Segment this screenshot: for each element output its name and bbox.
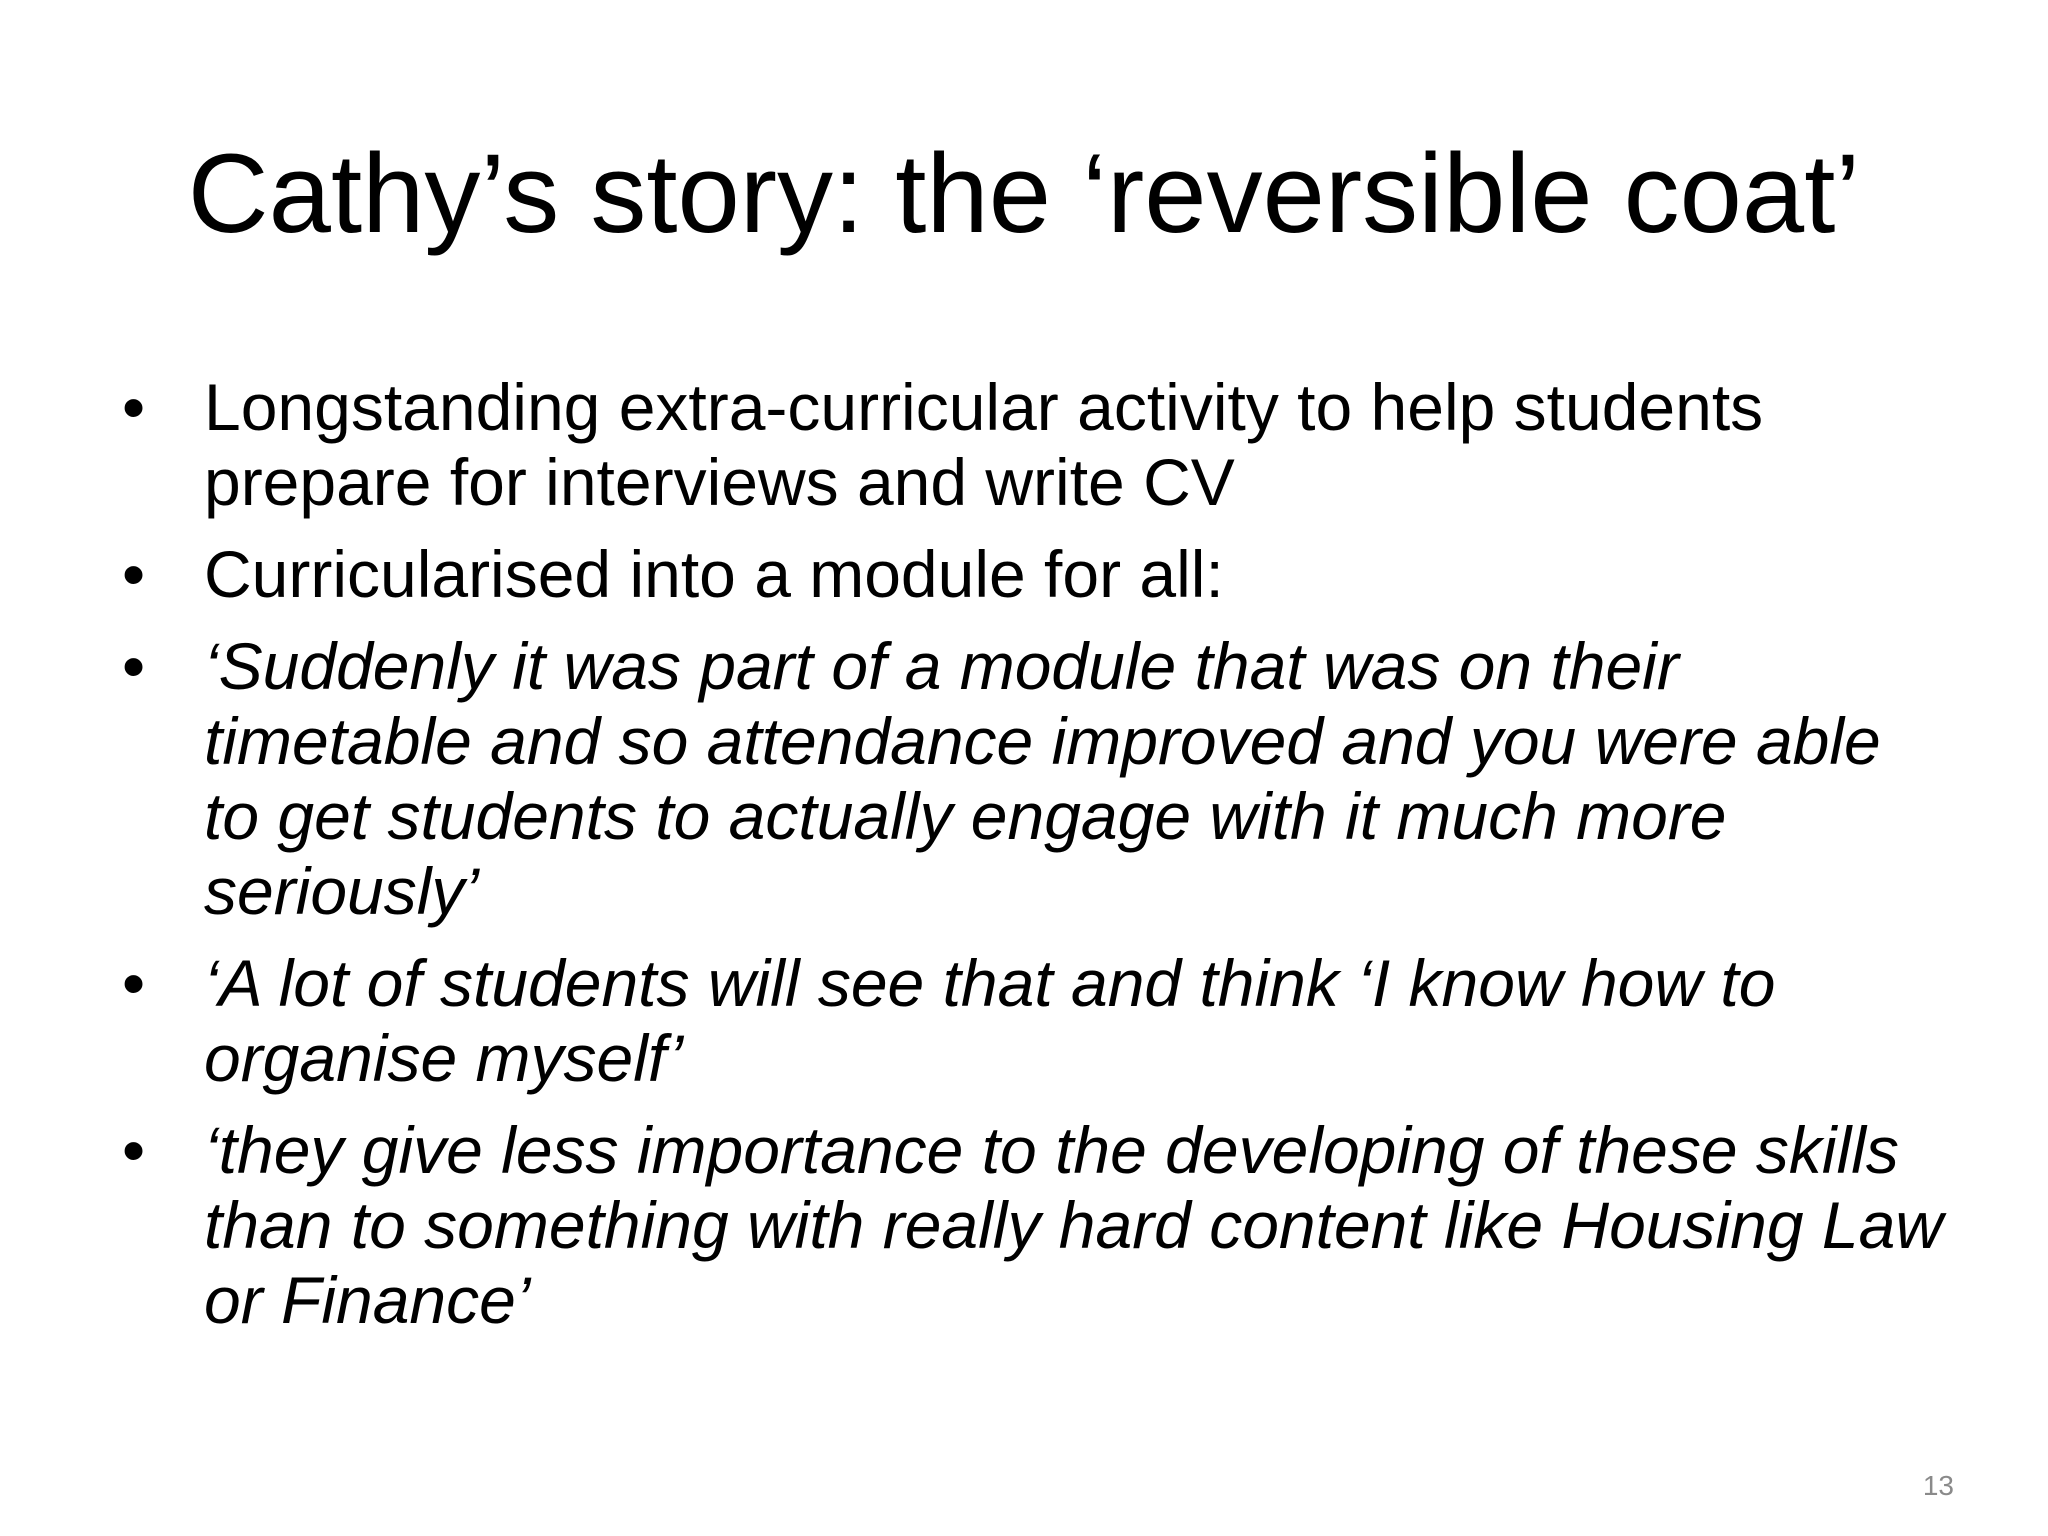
bullet-quote: ‘Suddenly it was part of a module that was on their timetable and so attendance improved and you were able to get students to actually engage with it much more seriously’ bbox=[204, 629, 1881, 928]
bullet-item bbox=[122, 629, 1952, 929]
slide-title: Cathy’s story: the ‘reversible coat’ bbox=[187, 131, 1861, 256]
bullet-list bbox=[122, 370, 1952, 1355]
bullet-icon: • bbox=[122, 370, 146, 444]
bullet-text: Longstanding extra-curricular activity to help students prepare for interviews and write CV bbox=[204, 370, 1764, 519]
bullet-item bbox=[122, 946, 1952, 1096]
bullet-icon: • bbox=[122, 1113, 146, 1187]
bullet-icon: • bbox=[122, 629, 146, 703]
bullet-item bbox=[122, 537, 1952, 612]
bullet-icon: • bbox=[122, 946, 146, 1020]
bullet-text: Curricularised into a module for all: bbox=[204, 537, 1224, 611]
page-number: 13 bbox=[1922, 1470, 1954, 1501]
bullet-item bbox=[122, 1113, 1952, 1338]
bullet-icon: • bbox=[122, 537, 146, 611]
bullet-quote: ‘A lot of students will see that and think ‘I know how to organise myself’ bbox=[204, 946, 1776, 1095]
bullet-item bbox=[122, 370, 1952, 520]
bullet-quote: ‘they give less importance to the developing of these skills than to something with really hard content like Housing Law or Finance’ bbox=[204, 1113, 1943, 1337]
